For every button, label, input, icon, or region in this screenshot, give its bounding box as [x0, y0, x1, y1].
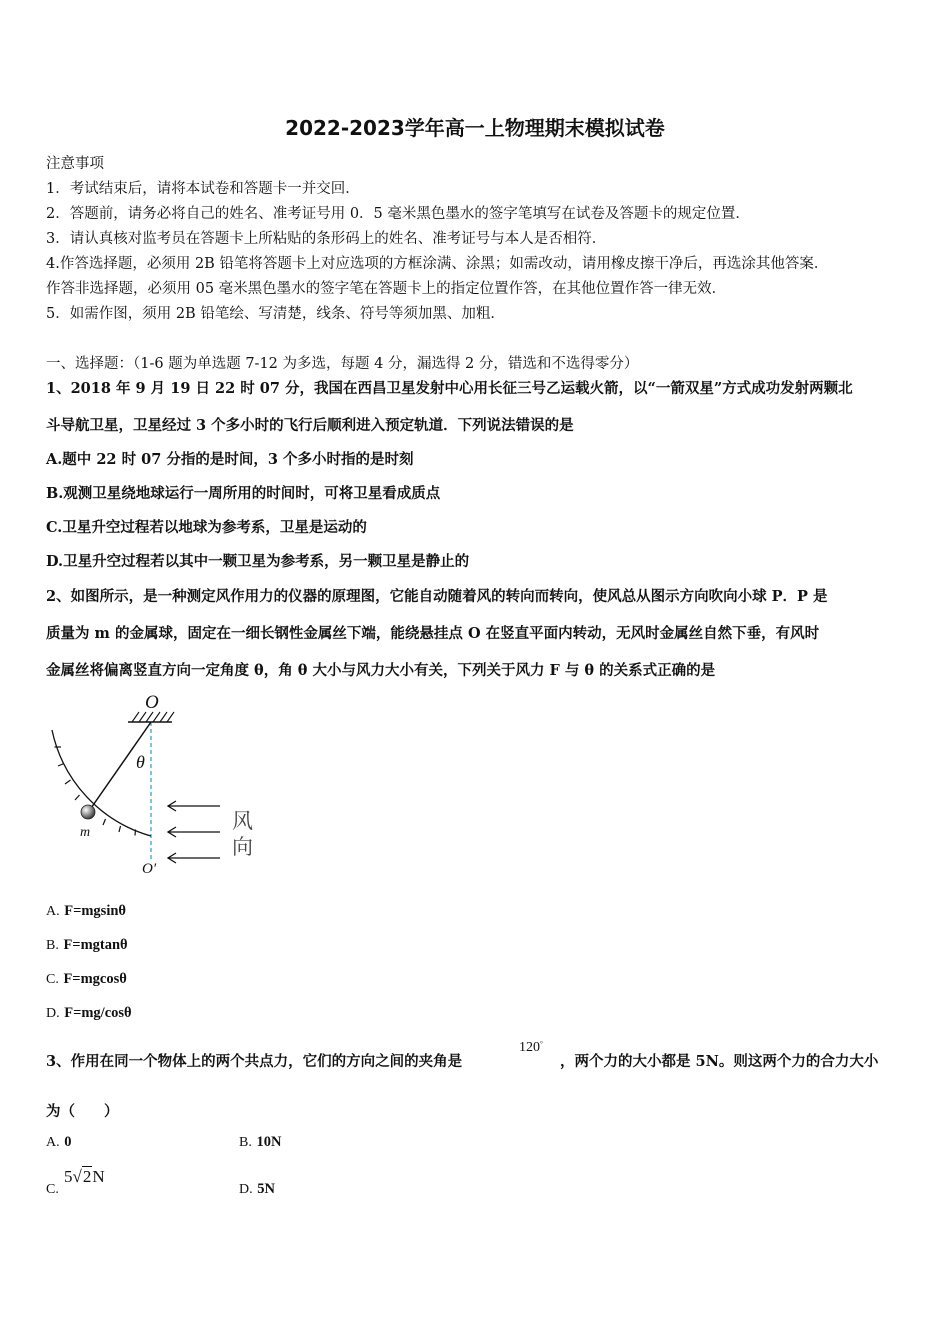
notice-item: 作答非选择题，必须用 05 毫米黑色墨水的签字笔在答题卡上的指定位置作答，在其他位置作答一律无效． [46, 281, 727, 297]
q2-option-b [46, 937, 128, 954]
option-label: B. [239, 1135, 252, 1150]
q3-option-b [239, 1134, 281, 1151]
q2-option-d [46, 1005, 132, 1022]
option-value: F=mg/cosθ [64, 1005, 132, 1021]
option-value: 0 [64, 1134, 72, 1150]
q1-option-b: B.观测卫星绕地球运行一周所用的时间时，可将卫星看成质点 [46, 485, 441, 502]
q2-option-c [46, 971, 127, 988]
unit: N [92, 1167, 105, 1186]
ceiling-hatch [132, 712, 174, 722]
page-title: 2022-2023学年高一上物理期末模拟试卷 [285, 116, 665, 140]
option-label: A. [46, 1135, 60, 1150]
option-value: F=mgcosθ [63, 971, 127, 987]
sqrt-symbol: √ [72, 1167, 82, 1186]
q1-stem: 1、2018 年 9 月 19 日 22 时 07 分，我国在西昌卫星发射中心用长征三号乙运载火箭，以“一箭双星”方式成功发射两颗北 [46, 380, 853, 397]
label-wind: 风 [232, 809, 253, 833]
q1-stem: 斗导航卫星，卫星经过 3 个多小时的飞行后顺利进入预定轨道．下列说法错误的是 [46, 417, 574, 434]
q3-option-d [239, 1181, 275, 1198]
option-label: D. [46, 1006, 60, 1021]
coefficient: 5 [64, 1167, 73, 1186]
option-label: D. [239, 1182, 253, 1197]
q2-option-a [46, 903, 126, 920]
q1-option-d: D.卫星升空过程若以其中一颗卫星为参考系，另一颗卫星是静止的 [46, 553, 470, 570]
q3-angle [519, 1040, 543, 1056]
option-label: B. [46, 938, 59, 953]
q2-stem: 质量为 m 的金属球，固定在一细长钢性金属丝下端，能绕悬挂点 O 在竖直平面内转动，无风时金属丝自然下垂，有风时 [46, 625, 820, 642]
q2-stem: 金属丝将偏离竖直方向一定角度 θ，角 θ 大小与风力大小有关，下列关于风力 F 与 θ 的关系式正确的是 [46, 662, 716, 679]
q3-option-c [46, 1181, 59, 1198]
label-o-prime: O′ [142, 861, 157, 877]
option-label: C. [46, 972, 59, 987]
label-o: O [145, 692, 159, 713]
wind-arrows [168, 801, 220, 863]
q3-stem: 为（ ） [46, 1103, 119, 1120]
q3-stem: 3、作用在同一个物体上的两个共点力，它们的方向之间的夹角是 [46, 1053, 463, 1070]
option-value: F=mgtanθ [63, 937, 128, 953]
angle-mark: ° [540, 1040, 543, 1048]
radicand: 2 [82, 1167, 92, 1186]
option-label: C. [46, 1182, 59, 1197]
label-m: m [80, 825, 91, 840]
option-value: 5N [257, 1181, 275, 1197]
option-label: A. [46, 904, 60, 919]
section-heading: 一、选择题：（1-6 题为单选题 7-12 为多选，每题 4 分，漏选得 2 分，错选和不选得零分） [46, 356, 639, 372]
wind-instrument-diagram [40, 688, 270, 878]
notice-item: 3．请认真核对监考员在答题卡上所粘贴的条形码上的姓名、准考证号与本人是否相符． [46, 231, 607, 247]
notice-item: 5．如需作图，须用 2B 铅笔绘、写清楚，线条、符号等须加黑、加粗． [46, 306, 505, 322]
scale-ticks [55, 747, 136, 836]
q2-stem: 2、如图所示，是一种测定风作用力的仪器的原理图，它能自动随着风的转向而转向，使风总从图示方向吹向小球 P．P 是 [46, 588, 828, 605]
notice-item: 4.作答选择题，必须用 2B 铅笔将答题卡上对应选项的方框涂满、涂黑；如需改动，请用橡皮擦干净后，再选涂其他答案． [46, 256, 829, 272]
q1-option-a: A.题中 22 时 07 分指的是时间，3 个多小时指的是时刻 [46, 451, 414, 468]
option-value: 10N [256, 1134, 282, 1150]
q3-stem: ，两个力的大小都是 5N。则这两个力的合力大小 [560, 1053, 879, 1070]
angle-value: 120 [519, 1040, 540, 1055]
notice-item: 1．考试结束后，请将本试卷和答题卡一并交回． [46, 181, 360, 197]
option-value: F=mgsinθ [64, 903, 126, 919]
metal-ball [81, 805, 95, 819]
notice-heading: 注意事项 [46, 156, 104, 172]
q3-option-a [46, 1134, 71, 1151]
label-direction: 向 [232, 835, 253, 859]
label-theta: θ [136, 752, 145, 772]
q1-option-c: C.卫星升空过程若以地球为参考系，卫星是运动的 [46, 519, 367, 536]
q3-option-c-value [64, 1167, 105, 1187]
notice-item: 2．答题前，请务必将自己的姓名、准考证号用 0．5 毫米黑色墨水的签字笔填写在试卷及答题卡的规定位置． [46, 206, 750, 222]
